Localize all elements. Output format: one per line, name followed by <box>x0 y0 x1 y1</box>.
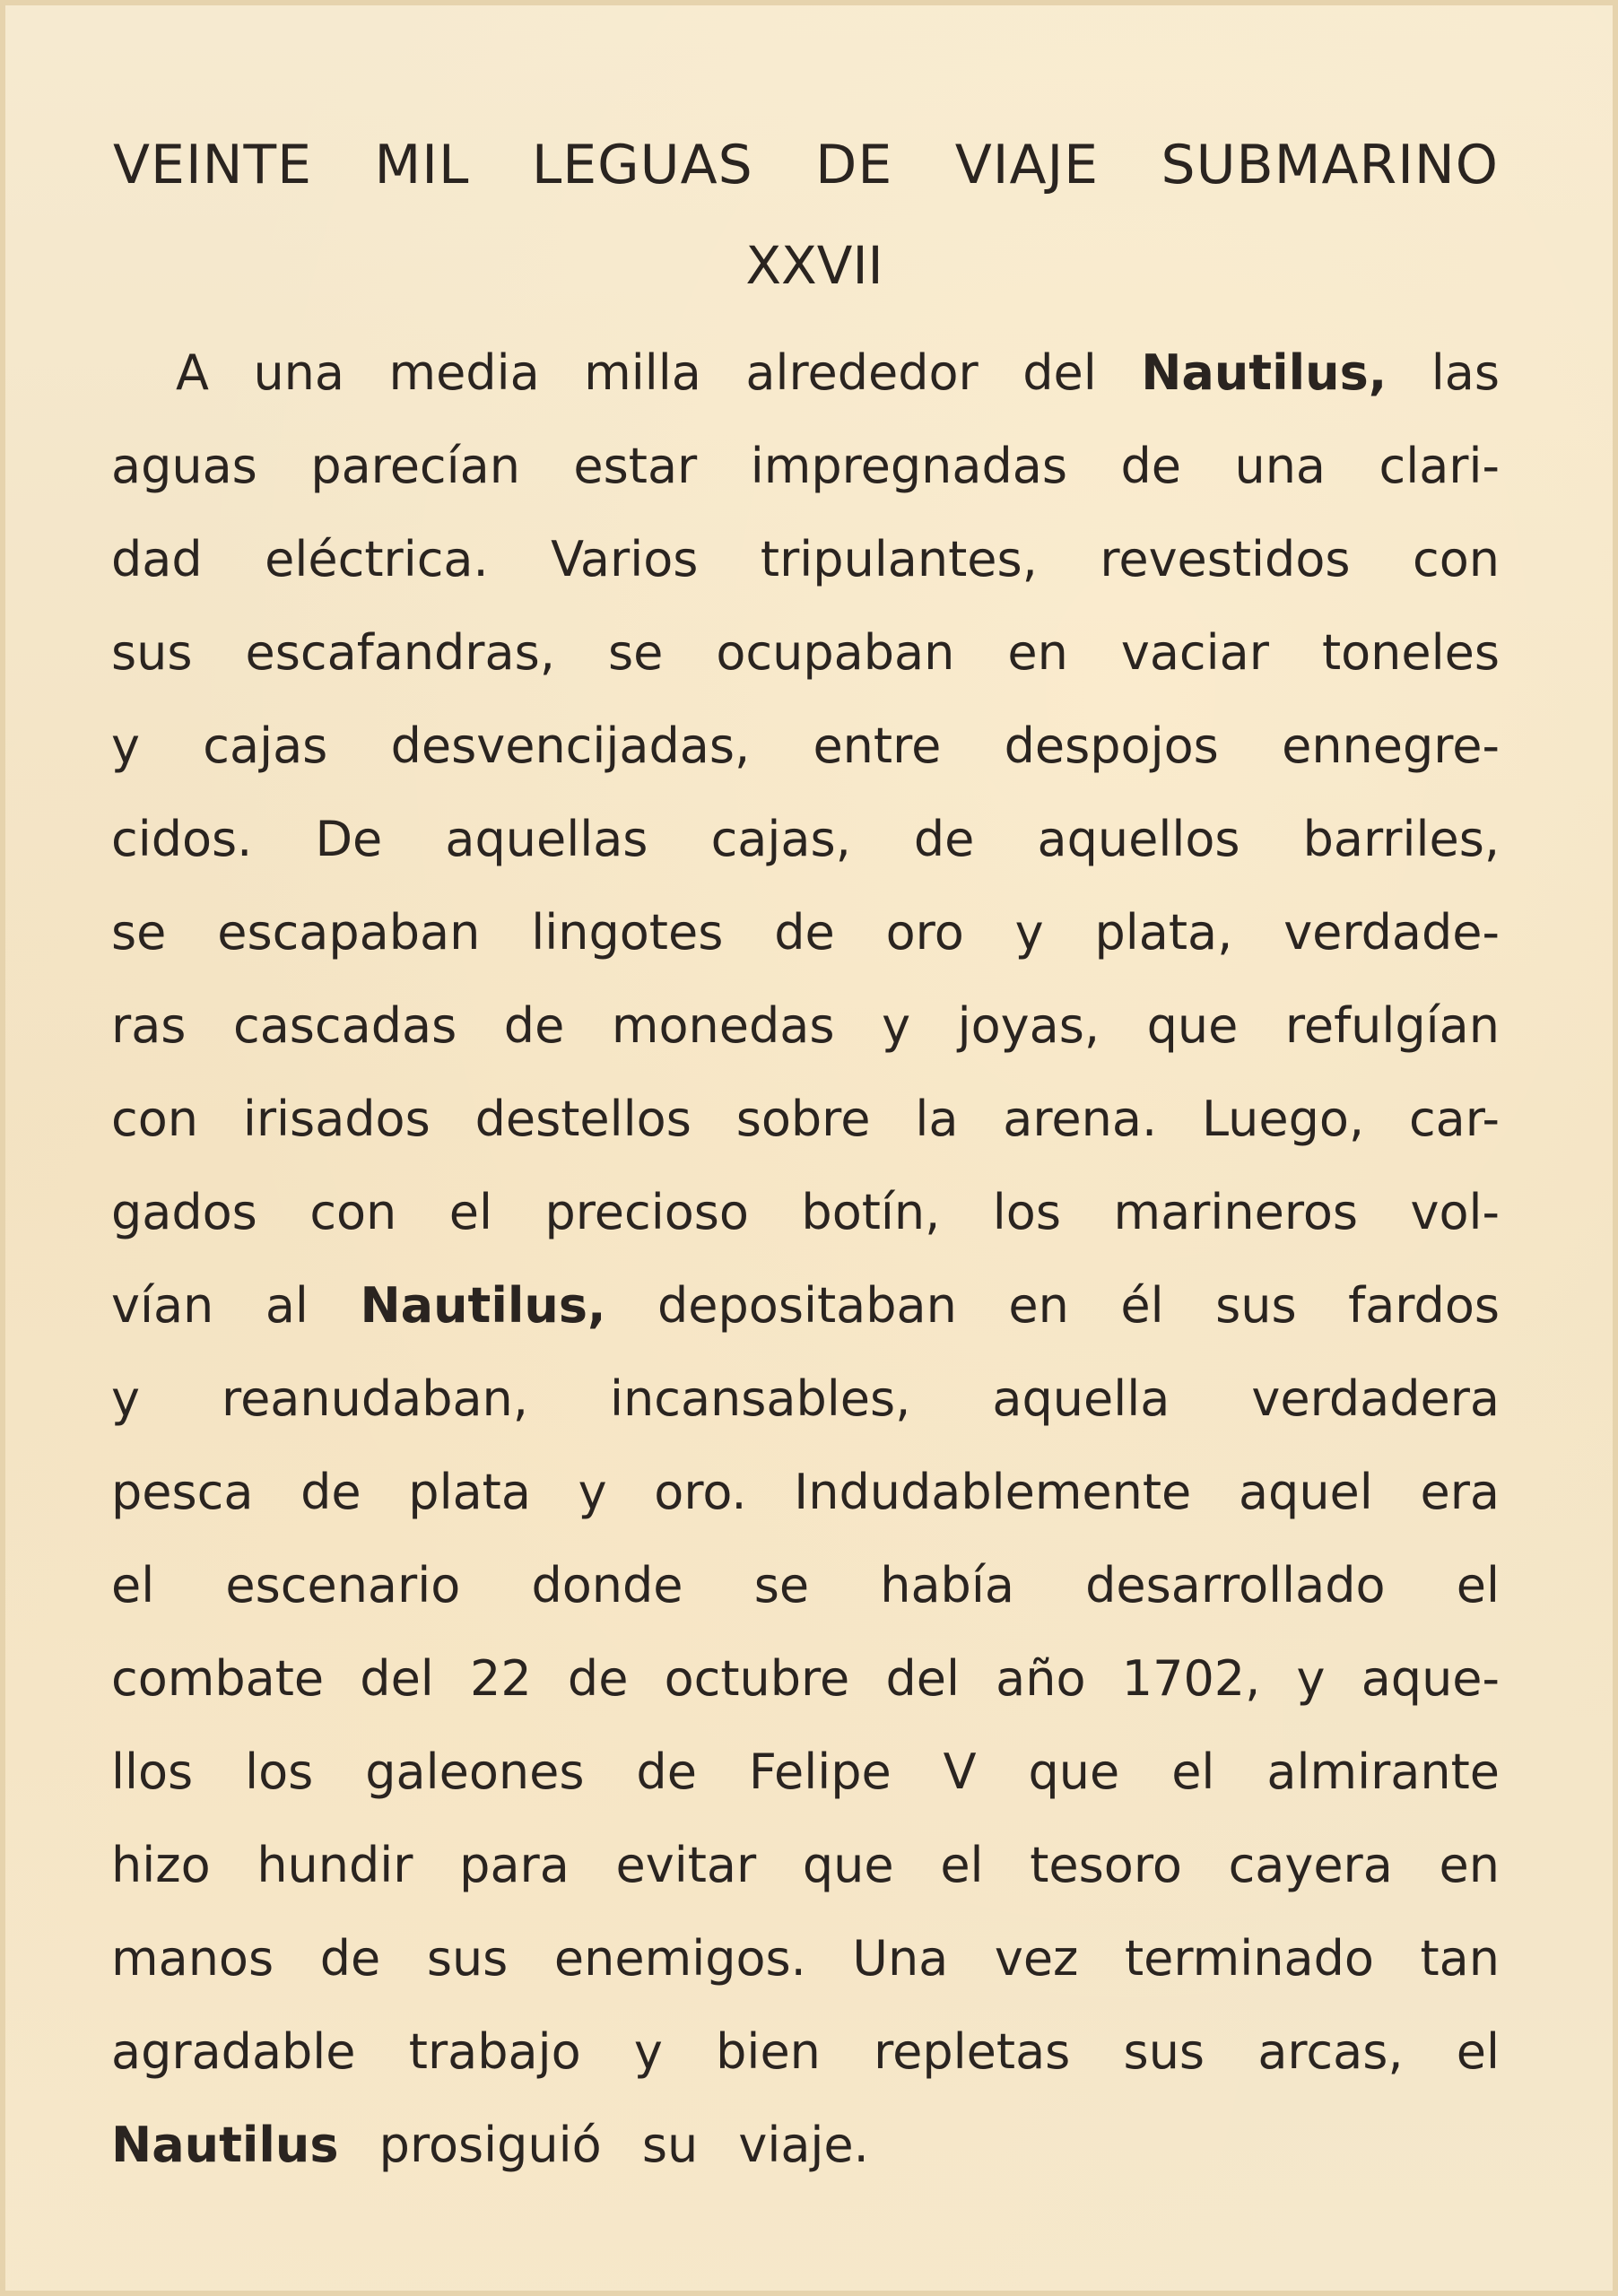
text-line: manos de sus enemigos. Una vez terminado tan <box>111 1930 1500 1987</box>
ship-name: Nautilus, <box>360 1277 606 1334</box>
text-line: ras cascadas de monedas y joyas, que refulgían <box>111 997 1500 1054</box>
text-line: vían al Nautilus, depositaban en él sus fardos <box>111 1277 1500 1334</box>
body-paragraph <box>111 326 1500 2192</box>
text-line: gados con el precioso botín, los marineros vol- <box>111 1184 1500 1240</box>
book-title: VEINTE MIL LEGUAS DE VIAJE SUBMARINO <box>113 134 1499 196</box>
text-line: agradable trabajo y bien repletas sus arcas, el <box>111 2023 1500 2080</box>
text-line: llos los galeones de Felipe V que el almirante <box>111 1744 1500 1800</box>
chapter-number: XXVII <box>745 235 883 296</box>
ship-name: Nautilus <box>111 2117 339 2173</box>
text-line: con irisados destellos sobre la arena. Luego, car- <box>111 1091 1500 1147</box>
ship-name: Nautilus, <box>1141 344 1387 401</box>
text-line: y reanudaban, incansables, aquella verdadera <box>111 1370 1500 1427</box>
text-line: se escapaban lingotes de oro y plata, verdade- <box>111 904 1500 961</box>
text-line: dad eléctrica. Varios tripulantes, revestidos con <box>111 531 1500 587</box>
text-line: cidos. De aquellas cajas, de aquellos barriles, <box>111 811 1500 867</box>
text-line: sus escafandras, se ocupaban en vaciar toneles <box>111 624 1500 681</box>
text-line: Nautilus prosiguió su viaje. <box>111 2117 869 2173</box>
text-line: hizo hundir para evitar que el tesoro cayera en <box>111 1837 1500 1893</box>
text-line: aguas parecían estar impregnadas de una clari- <box>111 438 1500 494</box>
text-line: A una media milla alrededor del Nautilus, las <box>176 344 1500 401</box>
text-line: pesca de plata y oro. Indudablemente aquel era <box>111 1464 1500 1520</box>
text-line: y cajas desvencijadas, entre despojos ennegre- <box>111 718 1500 774</box>
text-line: combate del 22 de octubre del año 1702, y aque- <box>111 1650 1500 1707</box>
text-line: el escenario donde se había desarrollado el <box>111 1557 1500 1613</box>
